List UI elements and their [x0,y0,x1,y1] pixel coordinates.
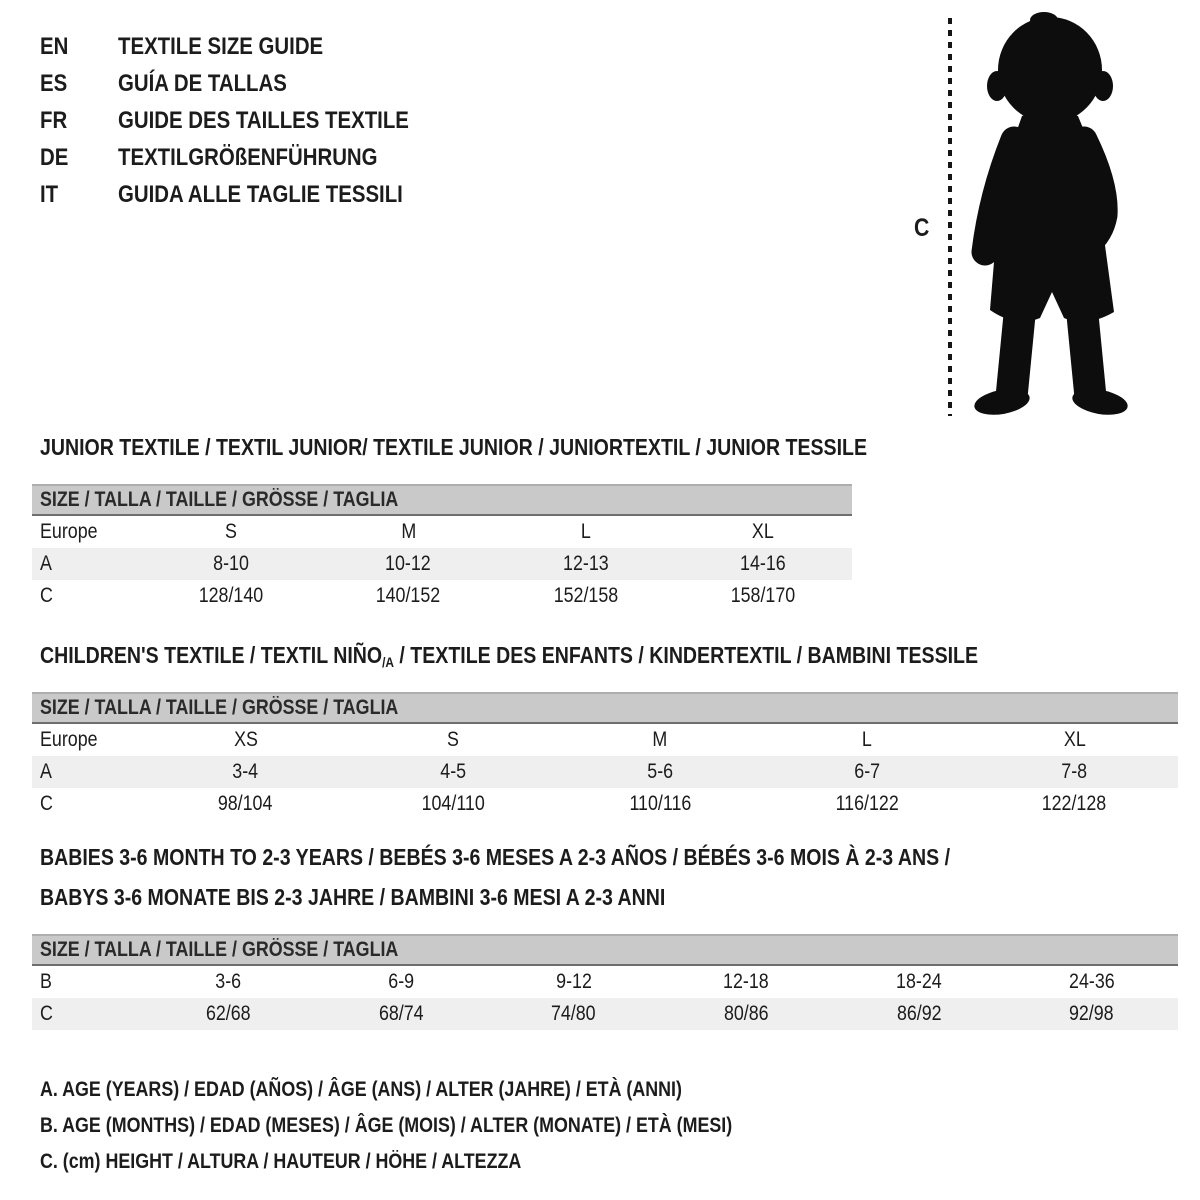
junior-height-row [32,580,852,612]
language-title-list [40,28,460,213]
height-value: 98/104 [218,792,273,815]
measurement-legend [40,1072,854,1180]
babies-title-line1-text: BABIES 3-6 MONTH TO 2-3 YEARS / BEBÉS 3-6 MESES A 2-3 AÑOS / BÉBÉS 3-6 MOIS À 2-3 ANS / [40,844,951,870]
months-value: 12-18 [723,970,770,993]
age-value: 12-13 [562,552,609,575]
babies-section-title-line1 [40,844,1111,871]
size-column-l: L [580,520,591,543]
height-value: 140/152 [375,584,441,607]
language-code: FR [40,106,68,134]
height-measure-dashed-line [948,18,952,416]
row-label-c: C [40,584,53,607]
children-height-row [32,788,1178,820]
legend-item-b-text: B. AGE (MONTHS) / EDAD (MESES) / ÂGE (MOIS) / ALTER (MONATE) / ETÀ (MESI) [40,1114,733,1137]
height-value: 116/122 [835,792,899,815]
language-row-en [40,28,460,65]
height-measure-label: C [914,214,930,242]
row-label-a: A [40,552,52,575]
height-value: 110/116 [629,792,691,815]
junior-age-row [32,548,852,580]
row-label-a: A [40,760,52,783]
legend-item-a-text: A. AGE (YEARS) / EDAD (AÑOS) / ÂGE (ANS) / ALTER (JAHRE) / ETÀ (ANNI) [40,1078,682,1101]
children-size-table [32,692,1178,820]
height-value: 152/158 [553,584,619,607]
months-value: 3-6 [215,970,242,993]
size-column-l: L [862,728,873,751]
size-column-xl: XL [1063,728,1086,751]
size-header-label: SIZE / TALLA / TAILLE / GRÖSSE / TAGLIA [40,938,399,961]
children-columns-row [32,724,1178,756]
guide-title-de: TEXTILGRÖßENFÜHRUNG [118,143,378,171]
babies-section-title-line2 [40,884,776,911]
legend-item-c-text: C. (cm) HEIGHT / ALTURA / HAUTEUR / HÖHE / ALTEZZA [40,1150,522,1173]
height-value: 62/68 [205,1002,251,1025]
language-row-es [40,65,460,102]
row-label-c: C [40,1002,53,1025]
age-value: 5-6 [647,760,673,783]
junior-section-title [40,434,1013,461]
language-code: IT [40,180,59,208]
months-value: 18-24 [896,970,942,993]
age-value: 10-12 [385,552,432,575]
height-value: 68/74 [378,1002,424,1025]
age-value: 4-5 [439,760,466,783]
height-value: 122/128 [1042,792,1107,815]
junior-section-title-text: JUNIOR TEXTILE / TEXTIL JUNIOR/ TEXTILE JUNIOR / JUNIORTEXTIL / JUNIOR TESSILE [40,434,868,460]
children-title-part1: CHILDREN'S TEXTILE / TEXTIL NIÑO [40,642,383,668]
height-value: 128/140 [198,584,264,607]
language-row-it [40,176,460,213]
size-column-m: M [652,728,668,751]
size-header-label: SIZE / TALLA / TAILLE / GRÖSSE / TAGLIA [40,488,399,511]
legend-item-a [40,1072,854,1108]
row-label-c: C [40,792,53,815]
legend-item-c [40,1144,854,1180]
junior-table-size-header [32,484,852,516]
months-value: 24-36 [1068,970,1115,993]
region-column-label: Europe [40,520,98,543]
age-value: 14-16 [740,552,787,575]
guide-title-fr: GUIDE DES TAILLES TEXTILE [118,106,409,134]
babies-table-size-header [32,934,1178,966]
babies-title-line2-text: BABYS 3-6 MONATE BIS 2-3 JAHRE / BAMBINI 3-6 MESI A 2-3 ANNI [40,884,666,910]
size-column-s: S [224,520,237,543]
size-column-m: M [400,520,416,543]
language-row-de [40,139,460,176]
size-column-xs: XS [233,728,258,751]
age-value: 8-10 [212,552,249,575]
height-value: 158/170 [730,584,796,607]
junior-size-table [32,484,852,612]
height-value: 86/92 [896,1002,942,1025]
age-value: 3-4 [232,760,259,783]
language-code: DE [40,143,69,171]
height-value: 74/80 [551,1002,597,1025]
guide-title-es: GUÍA DE TALLAS [118,69,287,97]
children-section-title-text [40,642,978,670]
months-value: 9-12 [555,970,592,993]
children-age-row [32,756,1178,788]
months-value: 6-9 [388,970,414,993]
babies-months-row [32,966,1178,998]
children-title-part2: / TEXTILE DES ENFANTS / KINDERTEXTIL / BAMBINI TESSILE [393,642,979,668]
toddler-silhouette-icon [962,10,1146,420]
size-header-label: SIZE / TALLA / TAILLE / GRÖSSE / TAGLIA [40,696,399,719]
babies-height-row [32,998,1178,1030]
legend-item-b [40,1108,854,1144]
size-column-xl: XL [752,520,775,543]
height-value: 80/86 [724,1002,769,1025]
language-row-fr [40,102,460,139]
row-label-b: B [40,970,52,993]
children-title-subscript: /A [382,654,394,670]
height-value: 92/98 [1069,1002,1115,1025]
language-code: EN [40,32,69,60]
babies-size-table [32,934,1178,1030]
guide-title-en: TEXTILE SIZE GUIDE [118,32,324,60]
age-value: 7-8 [1061,760,1088,783]
children-table-size-header [32,692,1178,724]
guide-title-it: GUIDA ALLE TAGLIE TESSILI [118,180,403,208]
region-column-label: Europe [40,728,98,751]
age-value: 6-7 [854,760,881,783]
height-value: 104/110 [421,792,485,815]
size-column-s: S [446,728,459,751]
junior-columns-row [32,516,852,548]
language-code: ES [40,69,68,97]
children-section-title [40,642,1144,670]
